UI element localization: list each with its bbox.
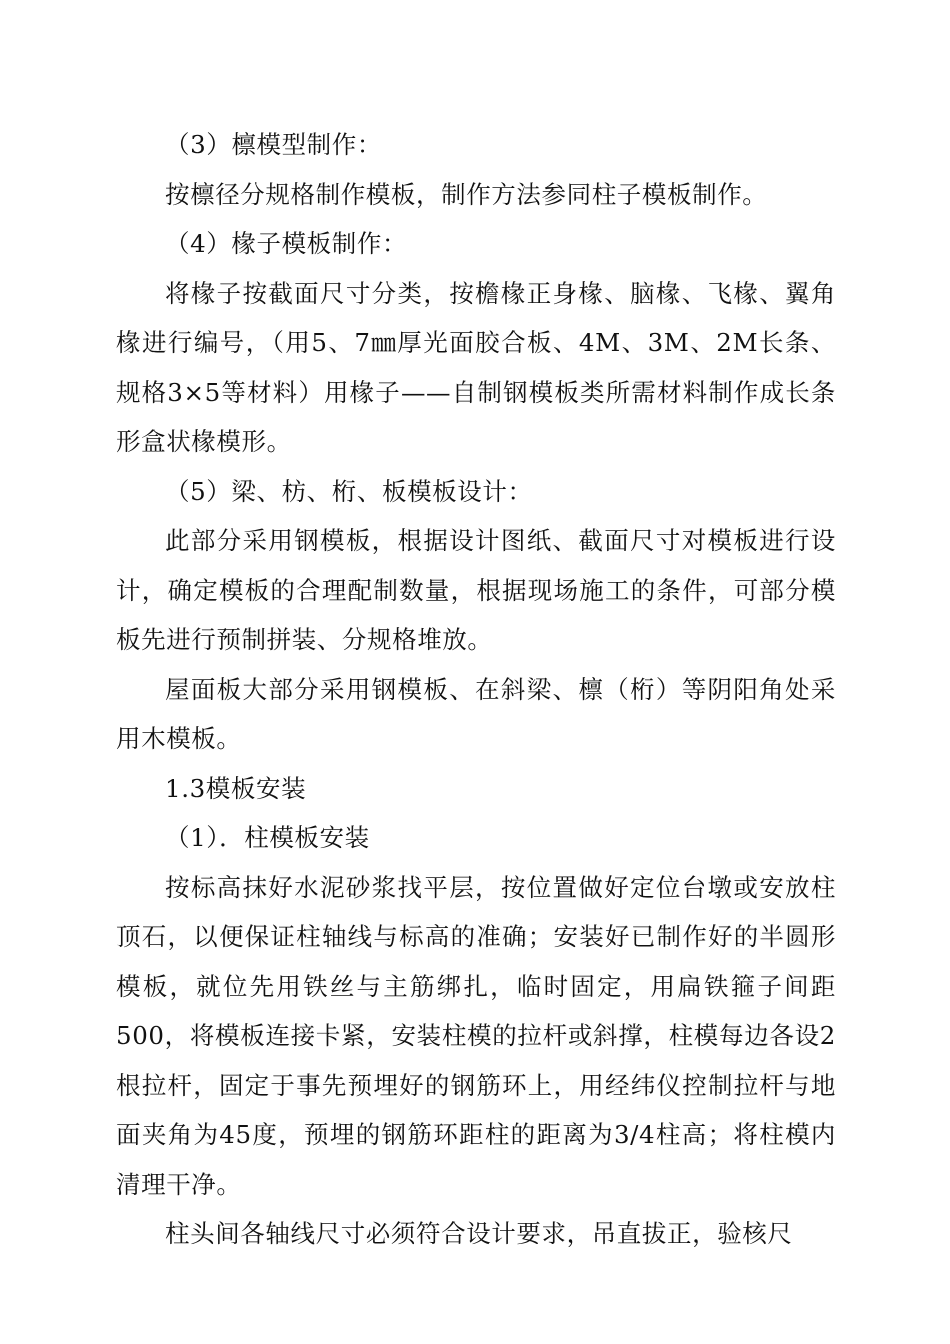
paragraph-column-installation-steps: 按标高抹好水泥砂浆找平层，按位置做好定位台墩或安放柱顶石，以便保证柱轴线与标高的准确；安装好已制作好的半圆形模板，就位先用铁丝与主筋绑扎，临时固定，用扁铁箍子间距500，将模板连接卡紧，安装柱模的拉杆或斜撑，柱模每边各设2根拉杆，固定于事先预埋好的钢筋环上，用经纬仪控制拉杆与地面夹角为45度，预埋的钢筋环距柱的距离为3/4柱高；将柱模内清理干净。 [116,872,836,1199]
subheading-rafter-template: （4）椽子模板制作： [165,229,408,258]
subheading-column-template-installation: （1）．柱模板安装 [165,823,370,852]
paragraph-purlin-template: 按檩径分规格制作模板，制作方法参同柱子模板制作。 [165,179,768,209]
subheading-purlin-model: （3）檩模型制作： [165,130,382,159]
paragraph-rafter-classification: 将椽子按截面尺寸分类，按檐椽正身椽、脑椽、飞椽、翼角椽进行编号，（用5、7㎜厚光面胶合板、4M、3M、2M长条、规格3×5等材料）用椽子——自制钢模板类所需材料制作成长条形盒状椽模形。 [116,278,836,456]
paragraph-steel-template: 此部分采用钢模板，根据设计图纸、截面尺寸对模板进行设计，确定模板的合理配制数量，根据现场施工的条件，可部分模板先进行预制拼装、分规格堆放。 [116,526,836,654]
paragraph-roof-slab: 屋面板大部分采用钢模板、在斜梁、檩（桁）等阴阳角处采用木模板。 [116,674,836,753]
document-body [116,120,836,1259]
subheading-beam-template-design: （5）梁、枋、桁、板模板设计： [165,476,533,506]
paragraph-column-head-axis: 柱头间各轴线尺寸必须符合设计要求，吊直拔正，验核尺 [165,1219,793,1248]
section-heading-template-installation: 1.3模板安装 [165,773,307,803]
